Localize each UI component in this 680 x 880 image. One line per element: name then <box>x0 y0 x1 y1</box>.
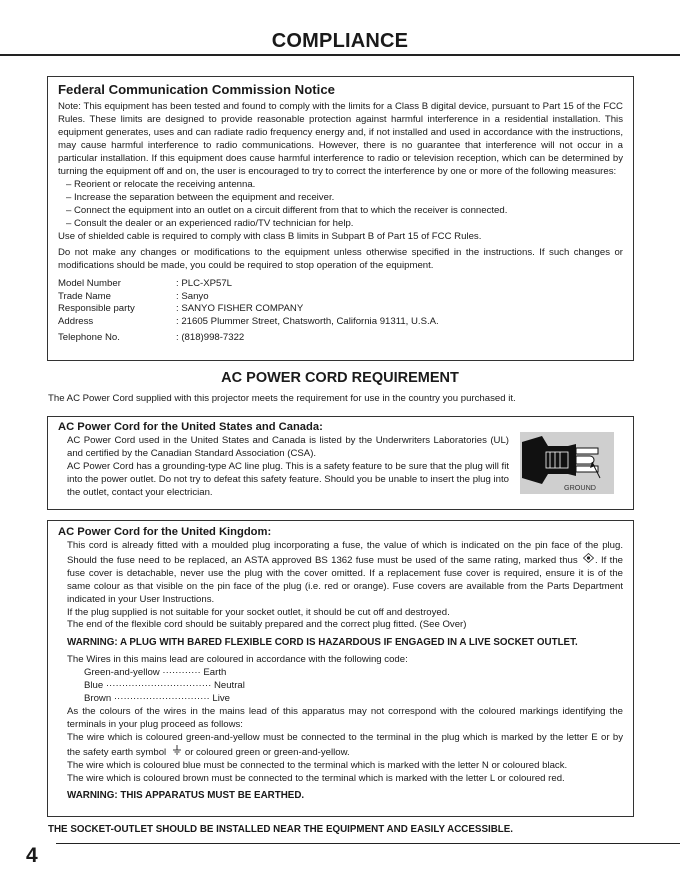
wire-code: Brown ······························ Live <box>84 693 230 705</box>
spec-key: Model Number <box>58 277 121 289</box>
spec-value: : SANYO FISHER COMPANY <box>176 303 304 315</box>
spec-row <box>58 332 623 345</box>
title-divider <box>0 54 680 56</box>
uk-fuse-text-a: This cord is already fitted with a moulded plug incorporating a fuse, the value of which is indicated on the pin face of the plug. Should the fuse need to be replaced, an ASTA approved BS 1362 fuse must be used of the same rating, marked thus <box>67 540 623 566</box>
uk-warning-earthed: WARNING: THIS APPARATUS MUST BE EARTHED. <box>67 790 305 802</box>
ac-intro: The AC Power Cord supplied with this projector meets the requirement for use in the country you purchased it. <box>48 393 516 404</box>
uk-earth-wire <box>67 732 623 760</box>
spec-row <box>58 303 623 316</box>
uk-wires-intro: The Wires in this mains lead are coloured in accordance with the following code: <box>67 654 408 666</box>
spec-value: : Sanyo <box>176 290 209 302</box>
wire-code: Blue ································· Neutral <box>84 680 245 692</box>
spec-value: : PLC-XP57L <box>176 277 232 289</box>
spec-value: : (818)998-7322 <box>176 331 245 343</box>
fcc-shielded-cable: Use of shielded cable is required to comply with class B limits in Subpart B of Part 15 of FCC Rules. <box>58 231 482 243</box>
spec-row <box>58 291 623 304</box>
fcc-measure: – Consult the dealer or an experienced radio/TV technician for help. <box>66 218 354 230</box>
uk-plug-unsuitable: If the plug supplied is not suitable for your socket outlet, it should be cut off and destroyed. <box>67 606 450 618</box>
ground-label: GROUND <box>564 483 596 492</box>
uk-fuse-text <box>67 540 623 607</box>
wire-code: Green-and-yellow ············ Earth <box>84 667 227 679</box>
us-canada-plug-text: AC Power Cord has a grounding-type AC line plug. This is a safety feature to be sure that the plug will fit into the power outlet. Do not try to defeat this safety feature. Should you be unable to insert the plug into the outlet, contact your electrician. <box>67 460 509 498</box>
us-canada-heading: AC Power Cord for the United States and Canada: <box>58 421 323 433</box>
fcc-measure: – Increase the separation between the equipment and receiver. <box>66 192 335 204</box>
ac-section-title: AC POWER CORD REQUIREMENT <box>221 370 459 386</box>
grounding-plug-illustration <box>520 432 614 494</box>
spec-key: Telephone No. <box>58 331 120 343</box>
spec-row <box>58 316 623 329</box>
spec-key: Responsible party <box>58 303 135 315</box>
fcc-heading: Federal Communication Commission Notice <box>58 82 335 97</box>
fcc-changes: Do not make any changes or modifications to the equipment unless otherwise specified in the instructions. If such changes or modifications should be made, you could be required to stop operation of the equipment. <box>58 246 623 271</box>
uk-heading: AC Power Cord for the United Kingdom: <box>58 526 272 538</box>
uk-box <box>47 520 634 817</box>
uk-earth-wire-b: or coloured green or green-and-yellow. <box>184 746 350 758</box>
earth-symbol-icon <box>169 745 185 760</box>
uk-earth-wire-a: The wire which is coloured green-and-yellow must be connected to the terminal in the plug which is marked by the letter E or by the safety earth symbol <box>67 731 623 758</box>
uk-fuse-text-b: . If the fuse cover is detachable, never use the plug with the cover omitted. If a replacement fuse cover is required, ensure it is of the same colour as that visible on the pin face of the plug (i.e. red or orange). Fuse covers are available from the Parts Department indicated in your User Instructions. <box>67 554 623 605</box>
uk-cord-end: The end of the flexible cord should be suitably prepared and the correct plug fitted. (See Over) <box>67 619 467 631</box>
spec-row <box>58 278 623 291</box>
fcc-specs <box>58 278 623 345</box>
socket-outlet-note: THE SOCKET-OUTLET SHOULD BE INSTALLED NEAR THE EQUIPMENT AND EASILY ACCESSIBLE. <box>48 824 514 835</box>
spec-key: Address <box>58 316 94 328</box>
us-canada-ul-text: AC Power Cord used in the United States and Canada is listed by the Underwriters Laboratories (UL) and certified by the Canadian Standard Association (CSA). <box>67 435 509 459</box>
page-title: COMPLIANCE <box>271 30 409 52</box>
asta-mark-icon <box>581 553 595 568</box>
page-number: 4 <box>26 844 38 867</box>
uk-colour-note: As the colours of the wires in the mains lead of this apparatus may not correspond with the coloured markings identifying the terminals in your plug proceed as follows: <box>67 705 623 730</box>
fcc-notice-box <box>47 76 634 361</box>
fcc-measure: – Connect the equipment into an outlet on a circuit different from that to which the receiver is connected. <box>66 205 508 217</box>
uk-blue-wire: The wire which is coloured blue must be connected to the terminal which is marked with the letter N or coloured black. <box>67 759 568 771</box>
fcc-note: Note: This equipment has been tested and found to comply with the limits for a Class B digital device, pursuant to Part 15 of the FCC Rules. These limits are designed to provide reasonable protection against harmful interference in a residential installation. This equipment generates, uses and can radiate radio frequency energy and, if not installed and used in accordance with the instructions, may cause harmful interference to radio communications. However, there is no guarantee that interference will not occur in a particular installation. If this equipment does cause harmful interference to radio or television reception, which can be determined by turning the equipment off and on, the user is encouraged to try to correct the interference by one or more of the following measures: <box>58 101 623 177</box>
uk-brown-wire: The wire which is coloured brown must be connected to the terminal which is marked with the letter L or coloured red. <box>67 772 565 784</box>
spec-key: Trade Name <box>58 290 111 302</box>
footer-divider <box>56 843 680 844</box>
fcc-measure: – Reorient or relocate the receiving antenna. <box>66 179 256 191</box>
uk-warning-bared-cord: WARNING: A PLUG WITH BARED FLEXIBLE CORD IS HAZARDOUS IF ENGAGED IN A LIVE SOCKET OUTLET. <box>67 637 578 649</box>
spec-value: : 21605 Plummer Street, Chatsworth, California 91311, U.S.A. <box>176 316 439 328</box>
